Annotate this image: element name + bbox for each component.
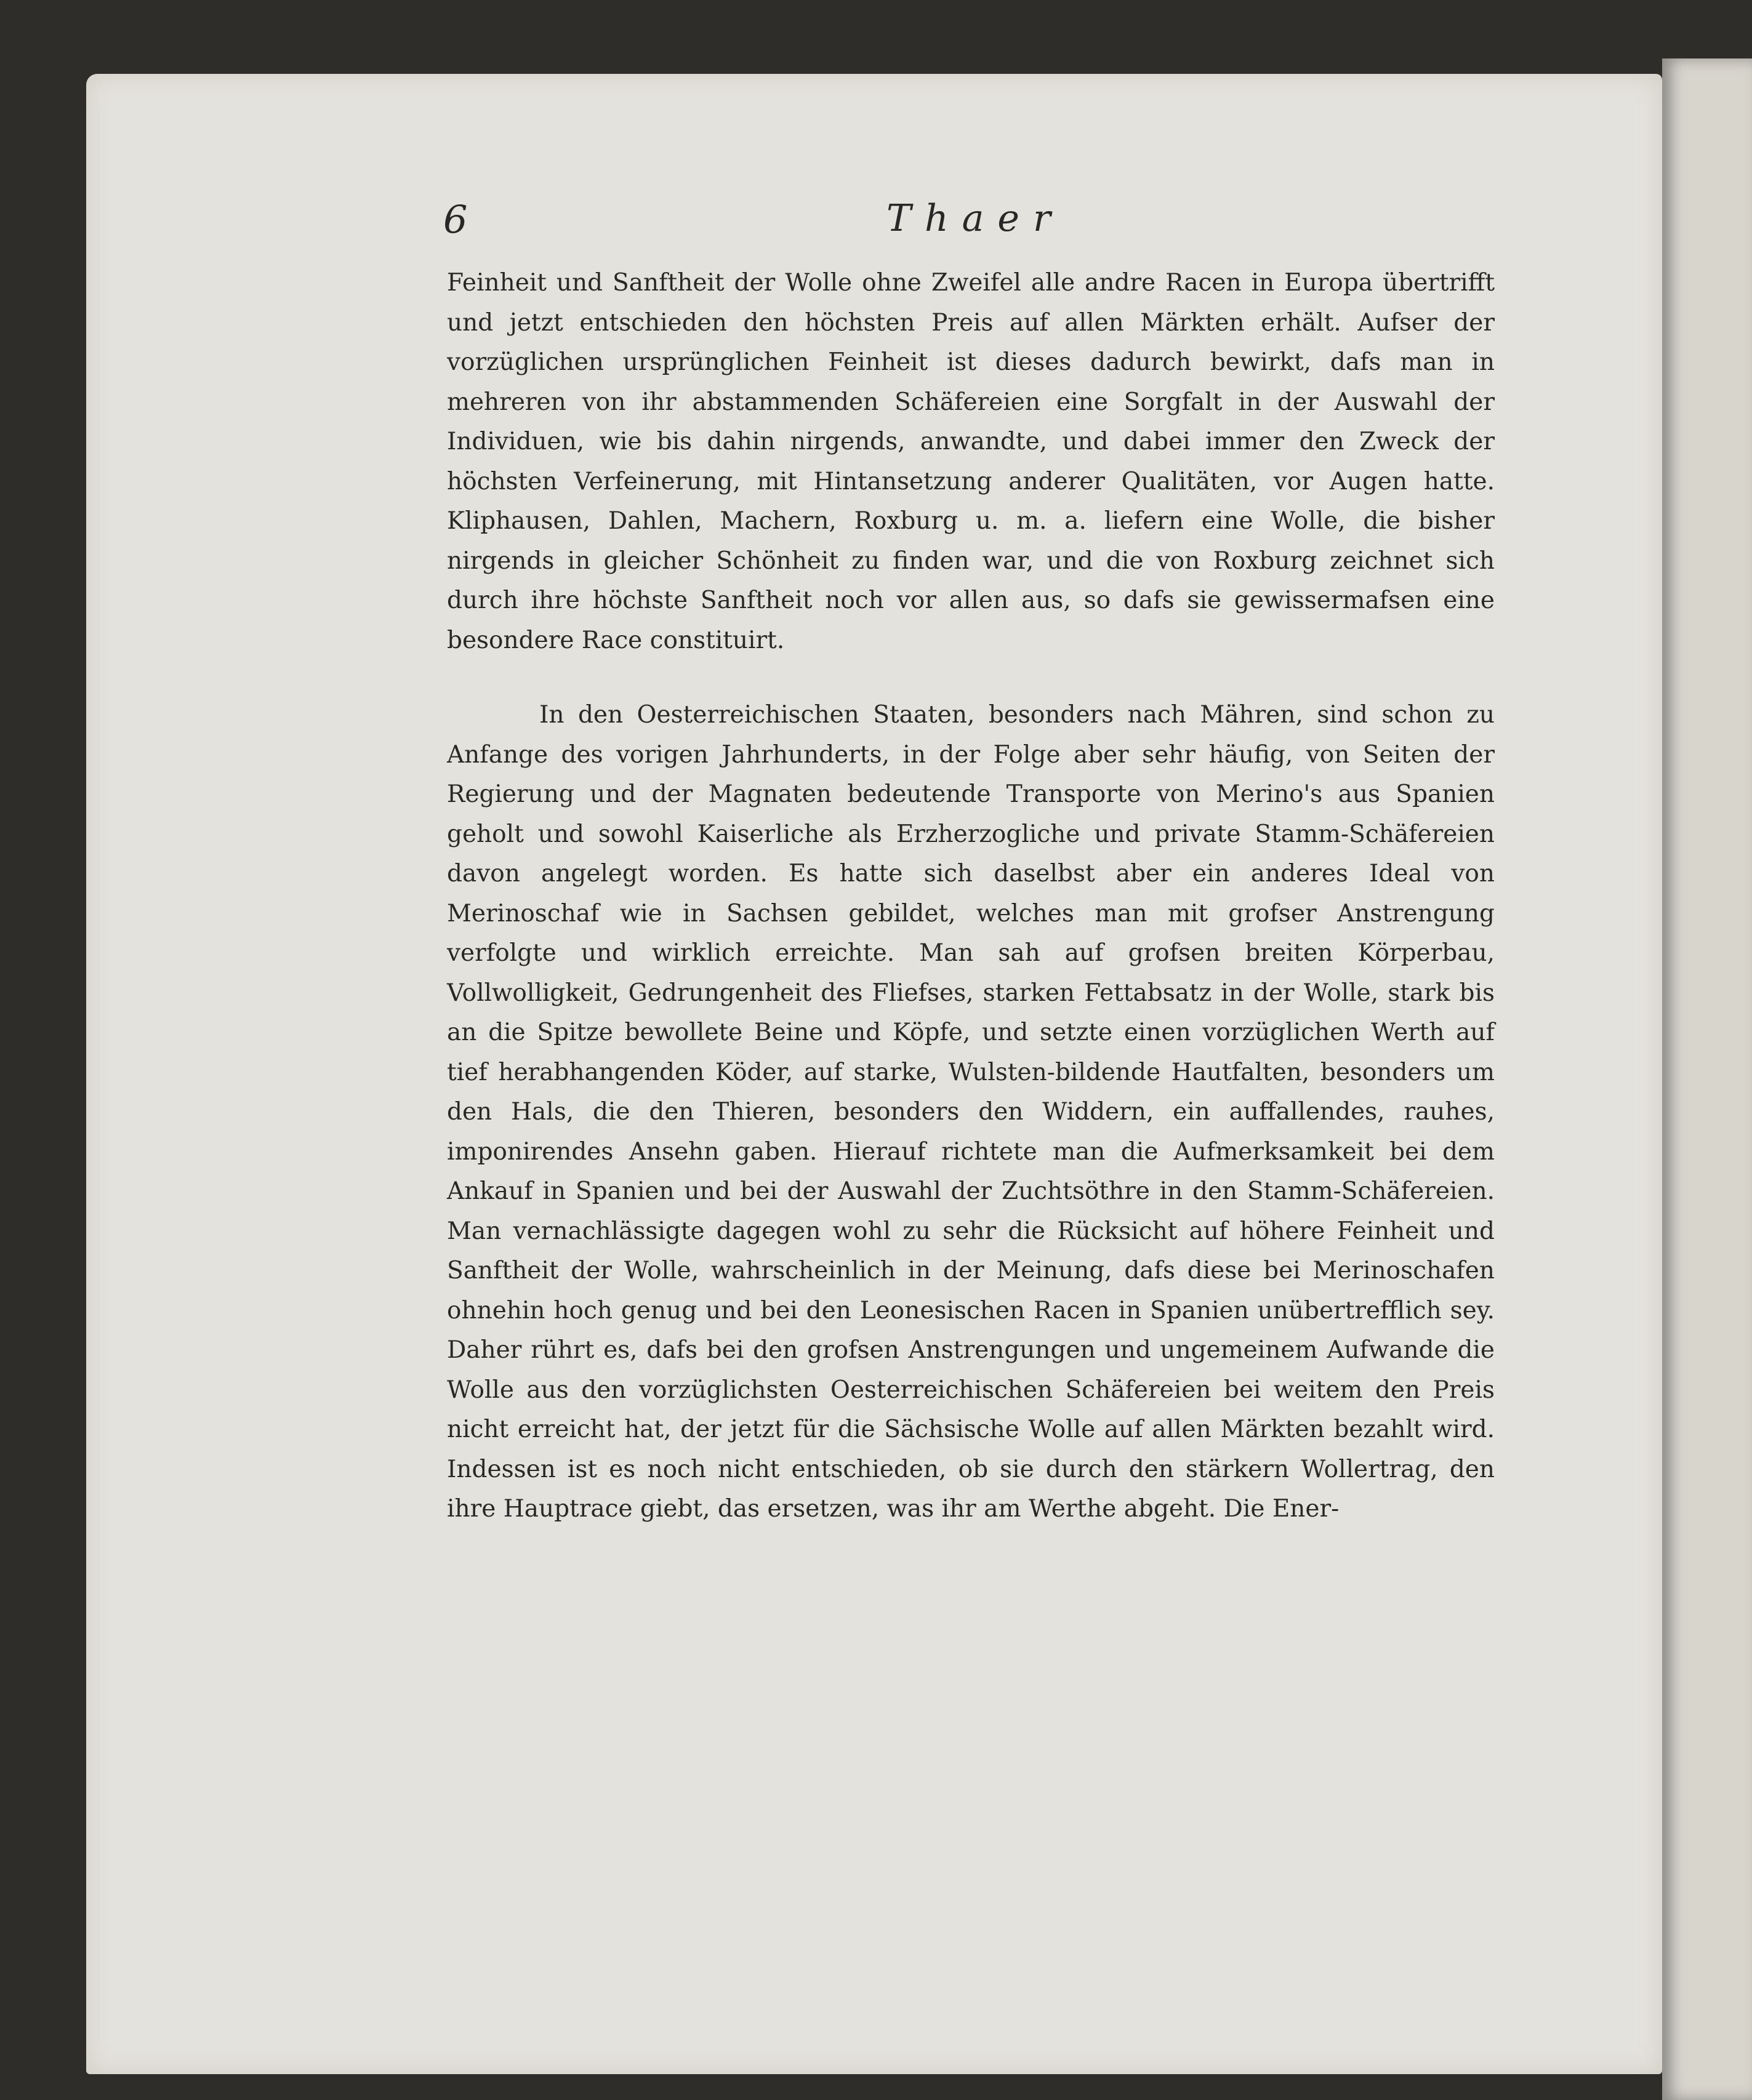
page-number: 6 [443,197,468,242]
paragraph: In den Oesterreichischen Staaten, besonders nach Mähren, sind schon zu Anfange des vorigen Jahrhunderts, in der Folge aber sehr häufig, von Seiten der Regierung und der Magnaten bedeutende Transporte von Merino's aus Spanien geholt und sowohl Kaiserliche als Erzherzogliche und private Stamm-Schäfereien davon angelegt worden. Es hatte sich daselbst aber ein anderes Ideal von Merinoschaf wie in Sachsen gebildet, welches man mit grofser Anstrengung verfolgte und wirklich erreichte. Man sah auf grofsen breiten Körperbau, Vollwolligkeit, Gedrungenheit des Fliefses, starken Fettabsatz in der Wolle, stark bis an die Spitze bewollete Beine und Köpfe, und setzte einen vorzüglichen Werth auf tief herabhangenden Köder, auf starke, Wulsten-bildende Hautfalten, besonders um den Hals, die den Thieren, besonders den Widdern, ein auffallendes, rauhes, imponirendes Ansehn gaben. Hierauf richtete man die Aufmerksamkeit bei dem Ankauf in Spanien und bei der Auswahl der Zuchtsöthre in den Stamm-Schäfereien. Man vernachlässigte dagegen wohl zu sehr die Rücksicht auf höhere Feinheit und Sanftheit der Wolle, wahrscheinlich in der Meinung, dafs diese bei Merinoschafen ohnehin hoch genug und bei den Leonesischen Racen in Spanien unübertrefflich sey. Daher rührt es, dafs bei den grofsen Anstrengungen und ungemeinem Aufwande die Wolle aus den vorzüglichsten Oesterreichischen Schäfereien bei weitem den Preis nicht erreicht hat, der jetzt für die Sächsische Wolle auf allen Märkten bezahlt wird. Indessen ist es noch nicht entschieden, ob sie durch den stärkern Wollertrag, den ihre Hauptrace giebt, das ersetzen, was ihr am Werthe abgeht. Die Ener- [447,701,1495,1523]
paragraph: Feinheit und Sanftheit der Wolle ohne Zweifel alle andre Racen in Europa übertrifft und jetzt entschieden den höchsten Preis auf allen Märkten erhält. Aufser der vorzüglichen ursprünglichen Feinheit ist dieses dadurch bewirkt, dafs man in mehreren von ihr abstammenden Schäfereien eine Sorgfalt in der Auswahl der Individuen, wie bis dahin nirgends, anwandte, und dabei immer den Zweck der höchsten Verfeinerung, mit Hintansetzung anderer Qualitäten, vor Augen hatte. Kliphausen, Dahlen, Machern, Roxburg u. m. a. liefern eine Wolle, die bisher nirgends in gleicher Schönheit zu finden war, und die von Roxburg zeichnet sich durch ihre höchste Sanftheit noch vor allen aus, so dafs sie gewissermafsen eine besondere Race constituirt. [447,269,1495,654]
facing-page-edge [1662,58,1752,2100]
body-text [447,263,1495,1529]
running-title: Thaer [886,197,1064,240]
running-head [443,197,1539,271]
